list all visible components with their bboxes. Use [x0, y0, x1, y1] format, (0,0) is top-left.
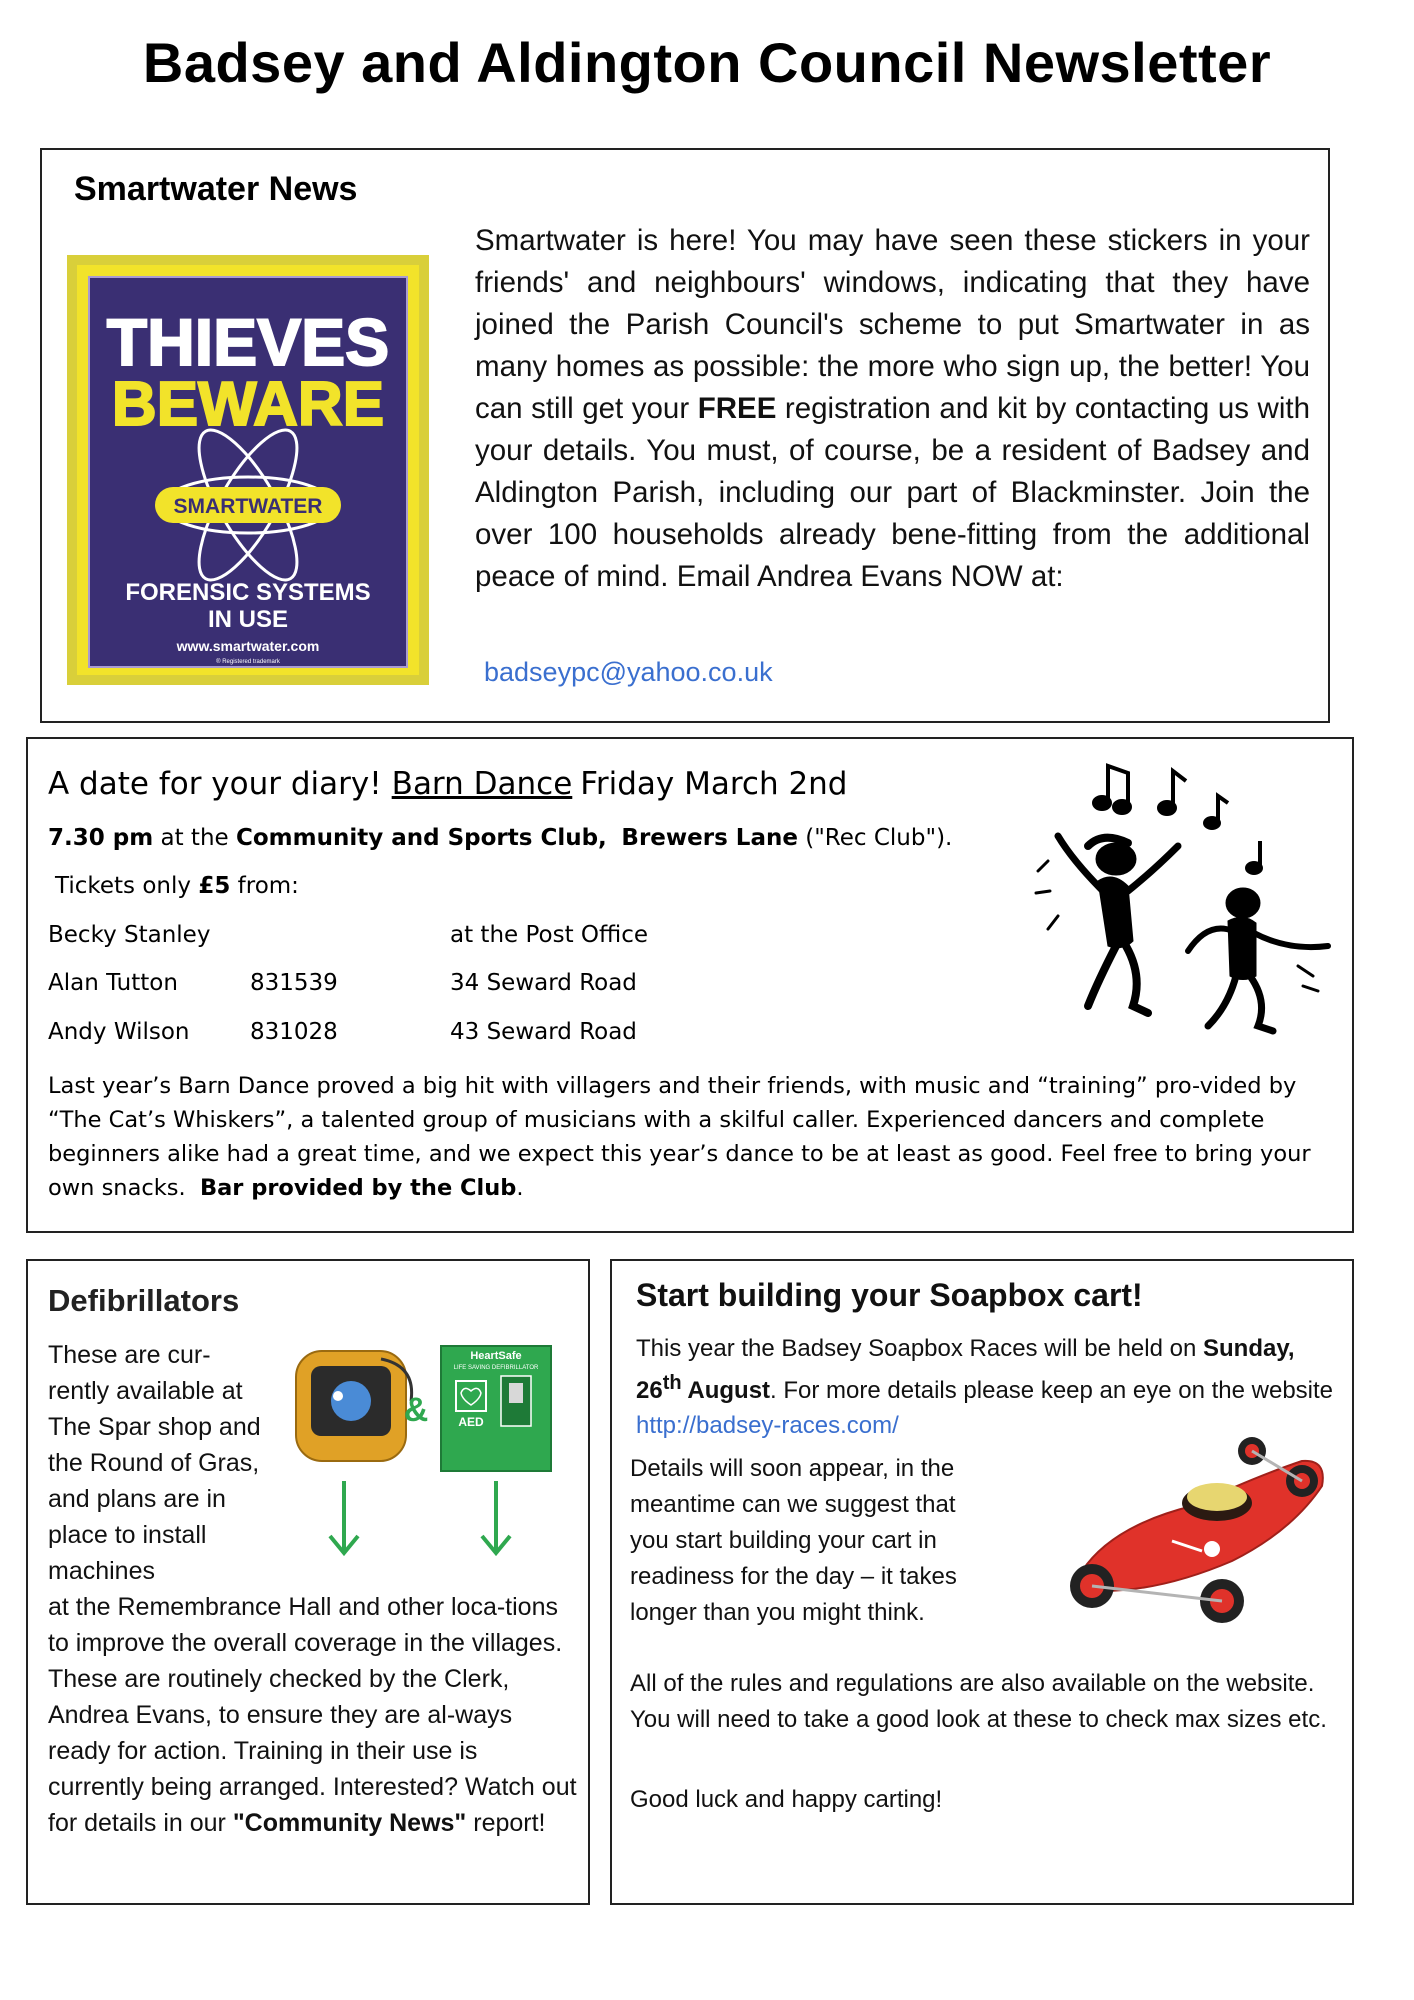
sticker-line2: BEWARE — [111, 370, 385, 439]
soapbox-sign-off: Good luck and happy carting! — [630, 1786, 943, 1813]
red-soapbox-cart-icon — [1070, 1437, 1323, 1623]
down-arrow-icon — [330, 1481, 510, 1553]
defib-text-long — [48, 1589, 578, 1841]
dancer-left-icon — [1036, 836, 1178, 1013]
newsletter-title: Badsey and Aldington Council Newsletter — [142, 31, 1272, 94]
smartwater-body — [475, 220, 1310, 598]
seller-place: 43 Seward Road — [450, 1019, 637, 1045]
smartwater-heading: Smartwater News — [74, 170, 358, 208]
seller-name: Andy Wilson — [48, 1019, 190, 1045]
event-time: 7.30 pm — [48, 825, 154, 851]
race-day: Sunday, 26 — [636, 1335, 1295, 1404]
bar-note: Bar provided by the Club — [199, 1175, 517, 1201]
defib-heading: Defibrillators — [48, 1283, 240, 1318]
aed-label: AED — [458, 1415, 484, 1429]
sticker-url: www.smartwater.com — [176, 638, 320, 654]
defibrillator-cabinet-icon — [441, 1346, 551, 1471]
event-details — [48, 825, 952, 851]
seller-name: Alan Tutton — [48, 970, 178, 996]
barn-dance-text: Last year’s Barn Dance proved a big hit with villagers and their friends, with music and “training” pro-vided by “The Cat’s Whiskers”, a talented group of musicians with a skilful caller. Experienced dancers and complete beginners alike had a great time, and we expect this year’s dance to be at least as good. Feel free to bring your own snacks. — [48, 1073, 1311, 1201]
soapbox-intro-b: . For more details please keep an eye on the website — [770, 1377, 1334, 1404]
smartwater-email-link[interactable]: badseypc@yahoo.co.uk — [484, 657, 773, 687]
smartwater-text-2: registration and kit by contacting us with your details. You must, of course, be a resident of Badsey and Aldington Parish, including our part of Blackminster. Join the over 100 households already bene-fitting from the additional peace of mind. Email Andrea Evans NOW at: — [475, 392, 1310, 593]
defibrillators-section — [26, 1259, 590, 1905]
sticker-small: ® Registered trademark — [216, 659, 280, 665]
tickets-line — [55, 873, 299, 899]
free-label: FREE — [697, 392, 777, 425]
sticker-line4: IN USE — [207, 606, 289, 633]
rec-club: ("Rec Club"). — [805, 825, 953, 851]
ampersand: & — [403, 1391, 429, 1429]
smartwater-section — [40, 148, 1330, 723]
thieves-beware-sticker — [67, 255, 429, 685]
cabinet-sub: LIFE SAVING DEFIBRILLATOR — [453, 1365, 539, 1371]
seller-place: 34 Seward Road — [450, 970, 637, 996]
soapbox-intro-a: This year the Badsey Soapbox Races will be held on — [636, 1335, 1197, 1362]
soapbox-paragraph-3: All of the rules and regulations are also available on the website. You will need to take a good look at these to check max sizes etc. — [630, 1670, 1327, 1733]
event-date: Friday March 2nd — [580, 766, 848, 802]
tickets-suffix: from: — [237, 873, 299, 899]
defibrillator-device-icon — [296, 1351, 412, 1461]
seller-place: at the Post Office — [450, 922, 649, 948]
race-month: August — [687, 1377, 771, 1404]
soapbox-heading: Start building your Soapbox cart! — [636, 1277, 1143, 1313]
defibrillator-illustration — [276, 1341, 576, 1581]
sticker-line3: FORENSIC SYSTEMS — [125, 579, 371, 606]
soapbox-website-link[interactable]: http://badsey-races.com/ — [636, 1412, 899, 1439]
dancer-right-icon — [1188, 888, 1328, 1031]
soapbox-cart-illustration — [1052, 1431, 1342, 1631]
at-the: at the — [160, 825, 229, 851]
defib-text: at the Remembrance Hall and other loca-tions to improve the overall coverage in the villages. These are routinely checked by the Clerk, Andrea Evans, to ensure they are al-ways ready for action. Training in their use is currently being arranged. Interested? Watch out for details in our — [48, 1593, 577, 1837]
cabinet-title: HeartSafe — [470, 1350, 522, 1362]
barn-dance-paragraph — [48, 1069, 1338, 1205]
sticker-brand: SMARTWATER — [173, 495, 323, 518]
seller-phone: 831539 — [250, 970, 338, 996]
smartwater-text-1: Smartwater is here! You may have seen these stickers in your friends' and neighbours' windows, indicating that they have joined the Parish Council's scheme to put Smartwater in as many homes as possible: the more who sign up, the better! You can still get your — [475, 224, 1310, 425]
diary-intro: A date for your diary! — [48, 766, 382, 802]
sticker-line1: THIEVES — [106, 305, 390, 379]
ticket-price: £5 — [198, 873, 231, 899]
soapbox-intro — [636, 1331, 1336, 1443]
seller-phone: 831028 — [250, 1019, 338, 1045]
barn-dance-heading — [48, 766, 848, 802]
seller-name: Becky Stanley — [48, 922, 211, 948]
defib-report: report! — [473, 1809, 546, 1837]
soapbox-section — [610, 1259, 1354, 1905]
dancing-figures-illustration — [1028, 751, 1348, 1041]
tickets-prefix: Tickets only — [55, 873, 191, 899]
defib-text-short: These are cur-rently available at The Spar shop and the Round of Gras, and plans are in place to install machines — [48, 1341, 261, 1585]
race-day-suffix: th — [662, 1372, 682, 1394]
community-news: "Community News" — [232, 1809, 467, 1837]
barn-dance-section — [26, 737, 1354, 1233]
event-street: Brewers Lane — [621, 825, 798, 851]
event-name: Barn Dance — [391, 766, 573, 802]
soapbox-paragraph-2: Details will soon appear, in the meantime can we suggest that you start building your cart in readiness for the day – it takes longer than you might think. — [630, 1455, 957, 1626]
event-venue: Community and Sports Club, — [235, 825, 607, 851]
bar-note-end: . — [516, 1175, 524, 1201]
